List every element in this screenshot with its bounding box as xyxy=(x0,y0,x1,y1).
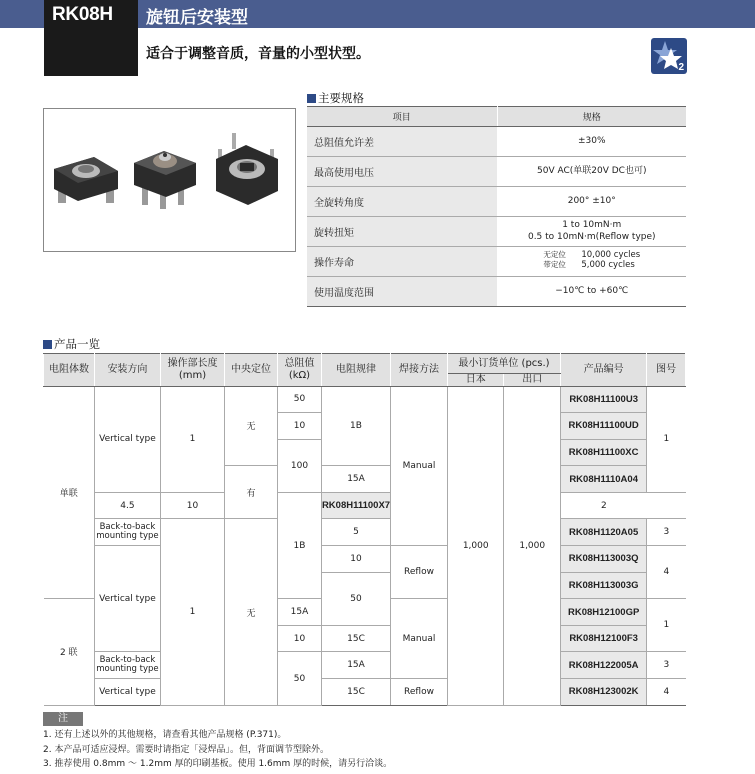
spec-value: 1 to 10mN·m 0.5 to 10mN·m(Reflow type) xyxy=(497,217,686,247)
solder-cell: Reflow xyxy=(391,679,448,706)
drawing-cell: 4 xyxy=(647,546,686,599)
spec-label: 操作寿命 xyxy=(307,247,497,277)
resistance-cell: 10 xyxy=(278,413,322,440)
table-row xyxy=(44,679,686,706)
spec-row xyxy=(307,127,686,157)
drawing-cell: 1 xyxy=(647,599,686,652)
product-table xyxy=(43,353,686,706)
gangs-cell: 2 联 xyxy=(44,599,95,705)
part-number: RK08H1110A04 xyxy=(561,466,647,493)
star-badge xyxy=(651,38,687,74)
spec-value: −10℃ to +60℃ xyxy=(497,277,686,307)
note-item: 2. 本产品可适应浸焊。需要时请指定「浸焊品」。但，背面调节型除外。 xyxy=(43,744,329,755)
notes-list xyxy=(43,728,392,772)
spec-value: ±30% xyxy=(497,127,686,157)
col-export: 出口 xyxy=(504,374,561,387)
part-number: RK08H122005A xyxy=(561,652,647,679)
spec-label: 使用温度范围 xyxy=(307,277,497,307)
model-name: RK08H xyxy=(52,4,113,25)
part-number: RK08H12100F3 xyxy=(561,625,647,652)
resistance-cell: 100 xyxy=(278,439,322,492)
product-header-row xyxy=(44,354,686,374)
spec-col-item: 项目 xyxy=(307,107,497,127)
notes-tag: 注 xyxy=(43,712,83,726)
spec-row xyxy=(307,187,686,217)
section-marker-icon xyxy=(43,340,52,349)
part-number: RK08H11100XC xyxy=(561,439,647,466)
taper-cell: 1B xyxy=(278,492,322,598)
spec-row xyxy=(307,247,686,277)
part-number: RK08H113003Q xyxy=(561,546,647,573)
part-number: RK08H1120A05 xyxy=(561,519,647,546)
mount-cell: Vertical type xyxy=(95,679,161,706)
col-japan: 日本 xyxy=(447,374,504,387)
spec-label: 全旋转角度 xyxy=(307,187,497,217)
spec-value: 200° ±10° xyxy=(497,187,686,217)
col-length: 操作部长度 (mm) xyxy=(160,354,224,387)
mount-cell: Back-to-back mounting type xyxy=(95,519,161,546)
resistance-cell: 10 xyxy=(278,625,322,652)
resistance-cell: 10 xyxy=(160,492,224,519)
taper-cell: 15C xyxy=(321,625,390,652)
col-gangs: 电阻体数 xyxy=(44,354,95,387)
col-part-no: 产品编号 xyxy=(561,354,647,387)
spec-row xyxy=(307,277,686,307)
drawing-cell: 3 xyxy=(647,652,686,679)
resistance-cell: 50 xyxy=(278,386,322,413)
drawing-cell: 2 xyxy=(561,492,647,519)
length-cell: 1 xyxy=(160,386,224,492)
subtitle: 适合于调整音质，音量的小型状型。 xyxy=(146,46,370,62)
length-cell: 4.5 xyxy=(95,492,161,519)
taper-cell: 15A xyxy=(321,466,390,493)
solder-cell: Reflow xyxy=(391,546,448,599)
spec-row xyxy=(307,217,686,247)
resistance-cell: 5 xyxy=(321,519,390,546)
taper-cell: 15A xyxy=(278,599,322,626)
spec-label: 旋转扭矩 xyxy=(307,217,497,247)
moq-export-cell: 1,000 xyxy=(504,386,561,705)
taper-cell: 15A xyxy=(321,652,390,679)
part-number: RK08H11100X7 xyxy=(321,492,390,519)
part-number: RK08H113003G xyxy=(561,572,647,599)
resistance-cell: 10 xyxy=(321,546,390,573)
spec-label: 总阻值允许差 xyxy=(307,127,497,157)
col-mount: 安装方向 xyxy=(95,354,161,387)
product-photo xyxy=(43,108,296,252)
spec-header-row xyxy=(307,107,686,127)
resistance-cell: 50 xyxy=(321,572,390,625)
detent-cell: 有 xyxy=(225,466,278,519)
spec-section-title: 主要规格 xyxy=(307,90,364,106)
table-row xyxy=(44,386,686,413)
col-resistance: 总阻值 (kΩ) xyxy=(278,354,322,387)
col-detent: 中央定位 xyxy=(225,354,278,387)
mount-cell: Back-to-back mounting type xyxy=(95,652,161,679)
part-number: RK08H11100UD xyxy=(561,413,647,440)
series-title: 旋钮后安装型 xyxy=(146,8,248,28)
col-solder: 焊接方法 xyxy=(391,354,448,387)
model-box xyxy=(44,0,138,76)
moq-japan-cell: 1,000 xyxy=(447,386,504,705)
detent-cell: 无 xyxy=(225,386,278,466)
length-cell: 1 xyxy=(160,519,224,705)
table-row xyxy=(44,519,686,546)
note-item: 1. 还有上述以外的其他规格，请查看其他产品规格 (P.371)。 xyxy=(43,730,287,740)
detent-cell: 无 xyxy=(225,519,278,705)
products-section-title: 产品一览 xyxy=(43,336,100,352)
spec-table xyxy=(307,106,686,307)
potentiometer-photo-icon xyxy=(44,109,295,251)
part-number: RK08H11100U3 xyxy=(561,386,647,413)
col-drawing: 图号 xyxy=(647,354,686,387)
spec-col-spec: 规格 xyxy=(497,107,686,127)
solder-cell: Manual xyxy=(391,386,448,546)
mount-cell: Vertical type xyxy=(95,546,161,652)
part-number: RK08H12100GP xyxy=(561,599,647,626)
spec-value: 50V AC(单联20V DC也可) xyxy=(497,157,686,187)
taper-cell: 15C xyxy=(321,679,390,706)
section-marker-icon xyxy=(307,94,316,103)
gangs-cell: 单联 xyxy=(44,386,95,599)
spec-value: 无定位 10,000 cycles 带定位 5,000 cycles xyxy=(497,247,686,277)
table-row xyxy=(44,492,686,519)
note-item: 3. 推荐使用 0.8mm ～ 1.2mm 厚的印刷基板。使用 1.6mm 厚的时候，请另行洽谈。 xyxy=(43,759,393,769)
badge-number: 2 xyxy=(678,62,684,73)
resistance-cell: 50 xyxy=(278,652,322,705)
drawing-cell: 4 xyxy=(647,679,686,706)
table-row xyxy=(44,652,686,679)
taper-cell: 1B xyxy=(321,386,390,466)
mount-cell: Vertical type xyxy=(95,386,161,492)
table-row xyxy=(44,546,686,573)
col-taper: 电阻规律 xyxy=(321,354,390,387)
spec-row xyxy=(307,157,686,187)
part-number: RK08H123002K xyxy=(561,679,647,706)
spec-label: 最高使用电压 xyxy=(307,157,497,187)
solder-cell: Manual xyxy=(391,599,448,679)
drawing-cell: 1 xyxy=(647,386,686,492)
drawing-cell: 3 xyxy=(647,519,686,546)
col-moq: 最小订货单位 (pcs.) xyxy=(447,354,560,374)
